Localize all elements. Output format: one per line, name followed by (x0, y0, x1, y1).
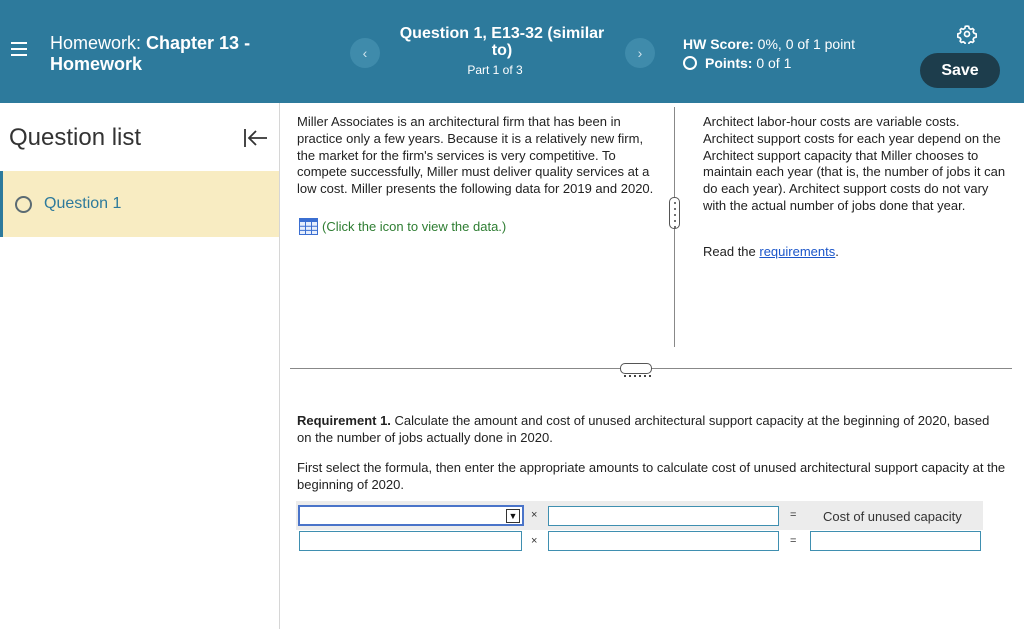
sidebar-item-question-1[interactable] (0, 171, 279, 237)
next-question-button[interactable]: › (625, 38, 655, 68)
requirements-link[interactable]: requirements (759, 244, 836, 259)
top-header (0, 0, 1024, 103)
rate-input[interactable] (548, 531, 779, 551)
equals-sign: = (790, 535, 797, 547)
formula-label-input[interactable] (548, 506, 779, 526)
formula-select[interactable] (298, 505, 524, 526)
menu-icon[interactable] (11, 42, 27, 60)
points-status-icon (683, 56, 697, 70)
requirement-1: Requirement 1. Calculate the amount and cost of unused architectural support capacity at the beginning of 2020, based on the number of jobs actually done in 2020. (297, 413, 990, 445)
question-list-title: Question list (9, 124, 142, 151)
horizontal-resize-handle[interactable] (620, 363, 652, 374)
sidebar-item-label: Question 1 (44, 195, 122, 212)
read-requirements: Read the requirements. (703, 244, 839, 259)
instruction-text: First select the formula, then enter the appropriate amounts to calculate cost of unused architectural support capacity at the beginning of 2020. (297, 460, 1006, 492)
points: Points: 0 of 1 (683, 55, 791, 71)
question-title: Question 1, E13-32 (similar to) (399, 25, 605, 59)
result-label: Cost of unused capacity (823, 509, 962, 524)
hw-score: HW Score: 0%, 0 of 1 point (683, 36, 855, 52)
problem-description: Miller Associates is an architectural firm that has been in practice only a few years. Because it is a relatively new firm, the market for the firm's services is very competitive. To compete successfully, Miller must deliver quality services at a low cost. Miller presents the following data for 2019 and 2020. (297, 114, 654, 197)
amount-input[interactable] (299, 531, 522, 551)
data-table-icon[interactable] (299, 218, 318, 235)
cost-description: Architect labor-hour costs are variable costs. Architect support costs for each year depend on the Architect support capacity that Miller chooses to maintain each year (that is, the number of jobs it can do each year). Architect support costs do not vary with the actual number of jobs done that year. (703, 114, 1006, 213)
multiply-sign: × (531, 509, 538, 521)
question-list-sidebar (0, 103, 280, 629)
gear-icon[interactable] (957, 24, 977, 44)
save-button[interactable]: Save (920, 53, 1000, 88)
equals-sign: = (790, 509, 797, 521)
vertical-resize-handle[interactable] (669, 197, 680, 229)
collapse-sidebar-icon[interactable] (243, 127, 269, 149)
dropdown-arrow-icon[interactable]: ▼ (506, 509, 520, 523)
homework-title: Homework: Chapter 13 - Homework (50, 33, 251, 74)
cost-result-input[interactable] (810, 531, 981, 551)
view-data-link[interactable]: (Click the icon to view the data.) (299, 218, 506, 235)
multiply-sign: × (531, 535, 538, 547)
part-indicator: Part 1 of 3 (467, 63, 523, 77)
previous-question-button[interactable]: ‹ (350, 38, 380, 68)
question-status-icon (15, 196, 32, 213)
